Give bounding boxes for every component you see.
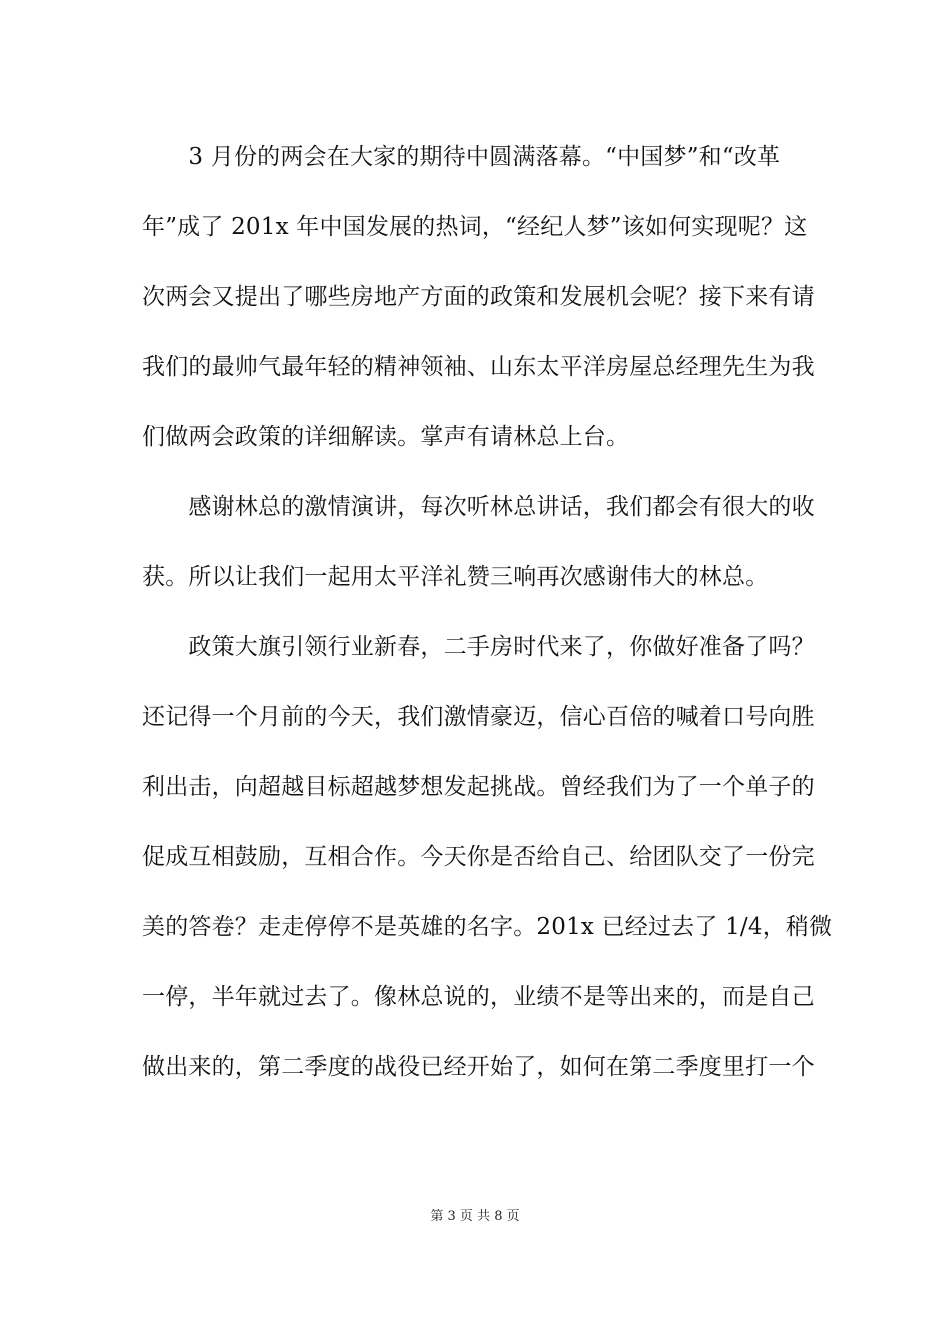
paragraph-3-line-4: 促成互相鼓励，互相合作。今天你是否给自己、给团队交了一份完 [142,844,815,870]
paragraph-3-line-1: 政策大旗引领行业新春，二手房时代来了，你做好准备了吗？ [142,634,815,660]
page-number-footer: 第 3 页 共 8 页 [430,1209,520,1224]
paragraph-1-line-2: 年”成了 201x 年中国发展的热词，“经纪人梦”该如何实现呢？这 [142,214,808,240]
paragraph-1-line-5: 们做两会政策的详细解读。掌声有请林总上台。 [142,424,630,450]
paragraph-2-line-2: 获。所以让我们一起用太平洋礼赞三响再次感谢伟大的林总。 [142,564,769,590]
paragraph-1-line-1: 3 月份的两会在大家的期待中圆满落幕。“中国梦”和“改革 [142,144,781,170]
paragraph-1-line-3: 次两会又提出了哪些房地产方面的政策和发展机会呢？接下来有请 [142,284,815,310]
paragraph-3-line-5: 美的答卷？走走停停不是英雄的名字。201x 已经过去了 1/4，稍微 [142,914,833,940]
paragraph-2-line-1: 感谢林总的激情演讲，每次听林总讲话，我们都会有很大的收 [142,494,815,520]
paragraph-3-line-3: 利出击，向超越目标超越梦想发起挑战。曾经我们为了一个单子的 [142,774,815,800]
paragraph-3-line-2: 还记得一个月前的今天，我们激情豪迈，信心百倍的喊着口号向胜 [142,704,815,730]
paragraph-3-line-6: 一停，半年就过去了。像林总说的，业绩不是等出来的，而是自己 [142,984,815,1010]
paragraph-3-line-7: 做出来的，第二季度的战役已经开始了，如何在第二季度里打一个 [142,1054,815,1080]
paragraph-1-line-4: 我们的最帅气最年轻的精神领袖、山东太平洋房屋总经理先生为我 [142,354,815,380]
